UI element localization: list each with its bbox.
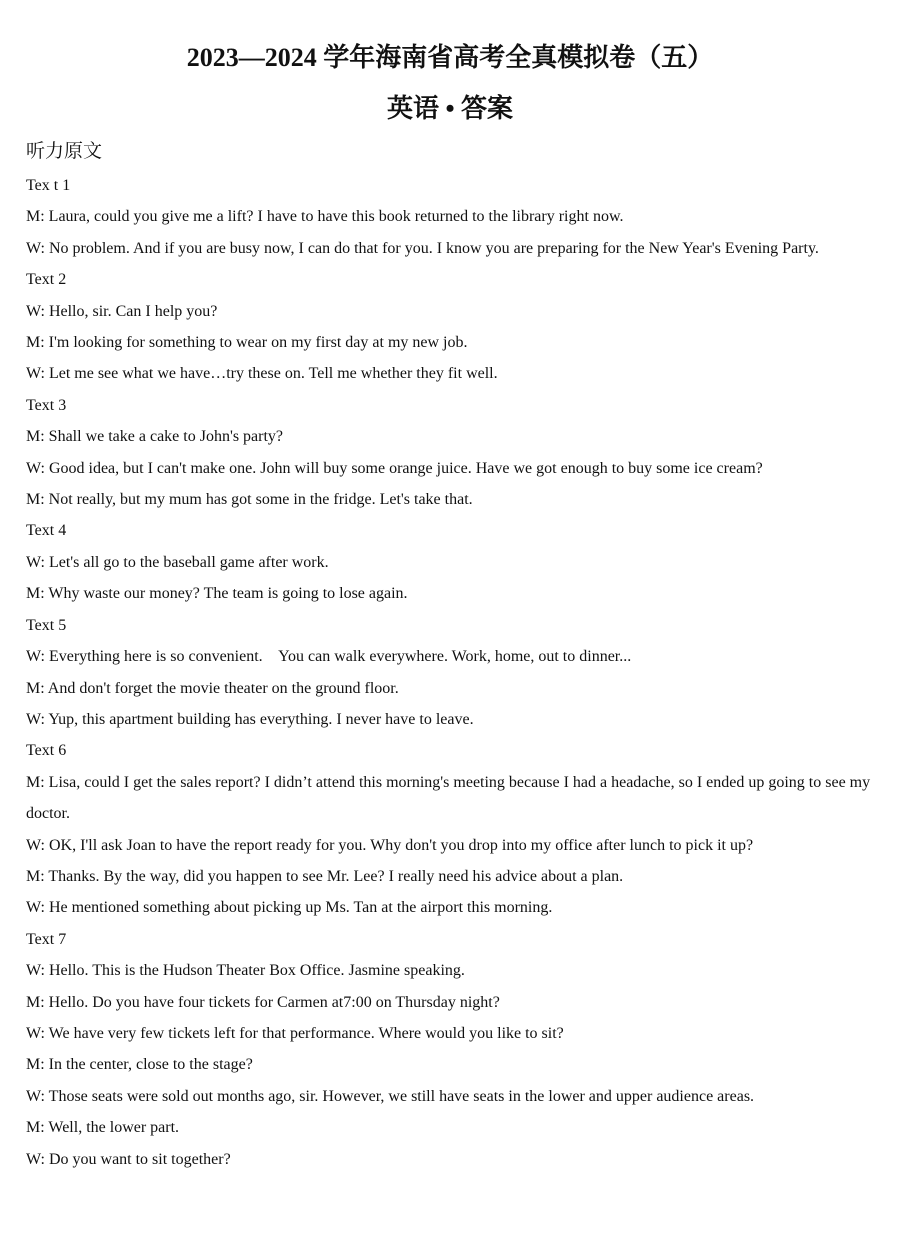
text-block-3 xyxy=(26,390,876,516)
dialogue-line: W: OK, I'll ask Joan to have the report ready for you. Why don't you drop into my office after lunch to pick it up? xyxy=(26,836,754,854)
text-block-7 xyxy=(26,924,876,1175)
text-label: Text 5 xyxy=(26,616,67,634)
dialogue-line: W: We have very few tickets left for that performance. Where would you like to sit? xyxy=(26,1024,564,1042)
dialogue-line: W: Hello. This is the Hudson Theater Box Office. Jasmine speaking. xyxy=(26,962,465,980)
text-label: Text 3 xyxy=(26,396,67,414)
dialogue-line: M: Thanks. By the way, did you happen to see Mr. Lee? I really need his advice about a plan. xyxy=(26,867,624,885)
dialogue-line: W: Let me see what we have…try these on. Tell me whether they fit well. xyxy=(26,365,498,383)
listening-transcript xyxy=(26,170,876,1175)
text-block-4 xyxy=(26,515,876,609)
text-label: Tex t 1 xyxy=(26,177,71,194)
dialogue-line: W: Do you want to sit together? xyxy=(26,1150,231,1168)
dialogue-line: W: Yup, this apartment building has everything. I never have to leave. xyxy=(26,710,474,728)
dialogue-line: W: No problem. And if you are busy now, I can do that for you. I know you are preparing for the New Year's Evening Party. xyxy=(26,239,819,257)
text-block-1 xyxy=(26,170,876,264)
text-label: Text 7 xyxy=(26,930,67,948)
dialogue-line: M: Hello. Do you have four tickets for Carmen at7:00 on Thursday night? xyxy=(26,993,500,1011)
text-label: Text 2 xyxy=(26,271,67,289)
dialogue-line: M: Laura, could you give me a lift? I have to have this book returned to the library right now. xyxy=(26,208,624,226)
exam-title: 2023—2024 学年海南省高考全真模拟卷（五） xyxy=(186,43,714,72)
dialogue-line: M: In the center, close to the stage? xyxy=(26,1056,253,1074)
dialogue-line: W: Everything here is so convenient. You can walk everywhere. Work, home, out to dinner... xyxy=(26,648,632,666)
dialogue-line: M: I'm looking for something to wear on my first day at my new job. xyxy=(26,334,468,352)
answer-subtitle: 英语 • 答案 xyxy=(386,94,514,123)
text-label: Text 6 xyxy=(26,742,67,760)
dialogue-line: M: Well, the lower part. xyxy=(26,1119,180,1137)
text-label: Text 4 xyxy=(26,522,67,540)
dialogue-line: M: And don't forget the movie theater on the ground floor. xyxy=(26,679,399,697)
dialogue-line: M: Lisa, could I get the sales report? I didn’t attend this morning's meeting because I had a headache, so I ended up going to see my doctor. xyxy=(26,773,871,823)
dialogue-line: W: Let's all go to the baseball game after work. xyxy=(26,553,329,571)
text-block-5 xyxy=(26,610,876,736)
dialogue-line: W: Hello, sir. Can I help you? xyxy=(26,302,218,320)
section-heading: 听力原文 xyxy=(26,141,103,162)
text-block-6 xyxy=(26,735,876,923)
dialogue-line: M: Why waste our money? The team is going to lose again. xyxy=(26,585,408,603)
dialogue-line: W: He mentioned something about picking up Ms. Tan at the airport this morning. xyxy=(26,899,553,917)
dialogue-line: W: Those seats were sold out months ago, sir. However, we still have seats in the lower and upper audience areas. xyxy=(26,1087,755,1105)
text-block-2 xyxy=(26,264,876,390)
dialogue-line: W: Good idea, but I can't make one. John will buy some orange juice. Have we got enough to buy some ice cream? xyxy=(26,459,763,477)
dialogue-line: M: Shall we take a cake to John's party? xyxy=(26,428,284,446)
dialogue-line: M: Not really, but my mum has got some in the fridge. Let's take that. xyxy=(26,491,473,509)
